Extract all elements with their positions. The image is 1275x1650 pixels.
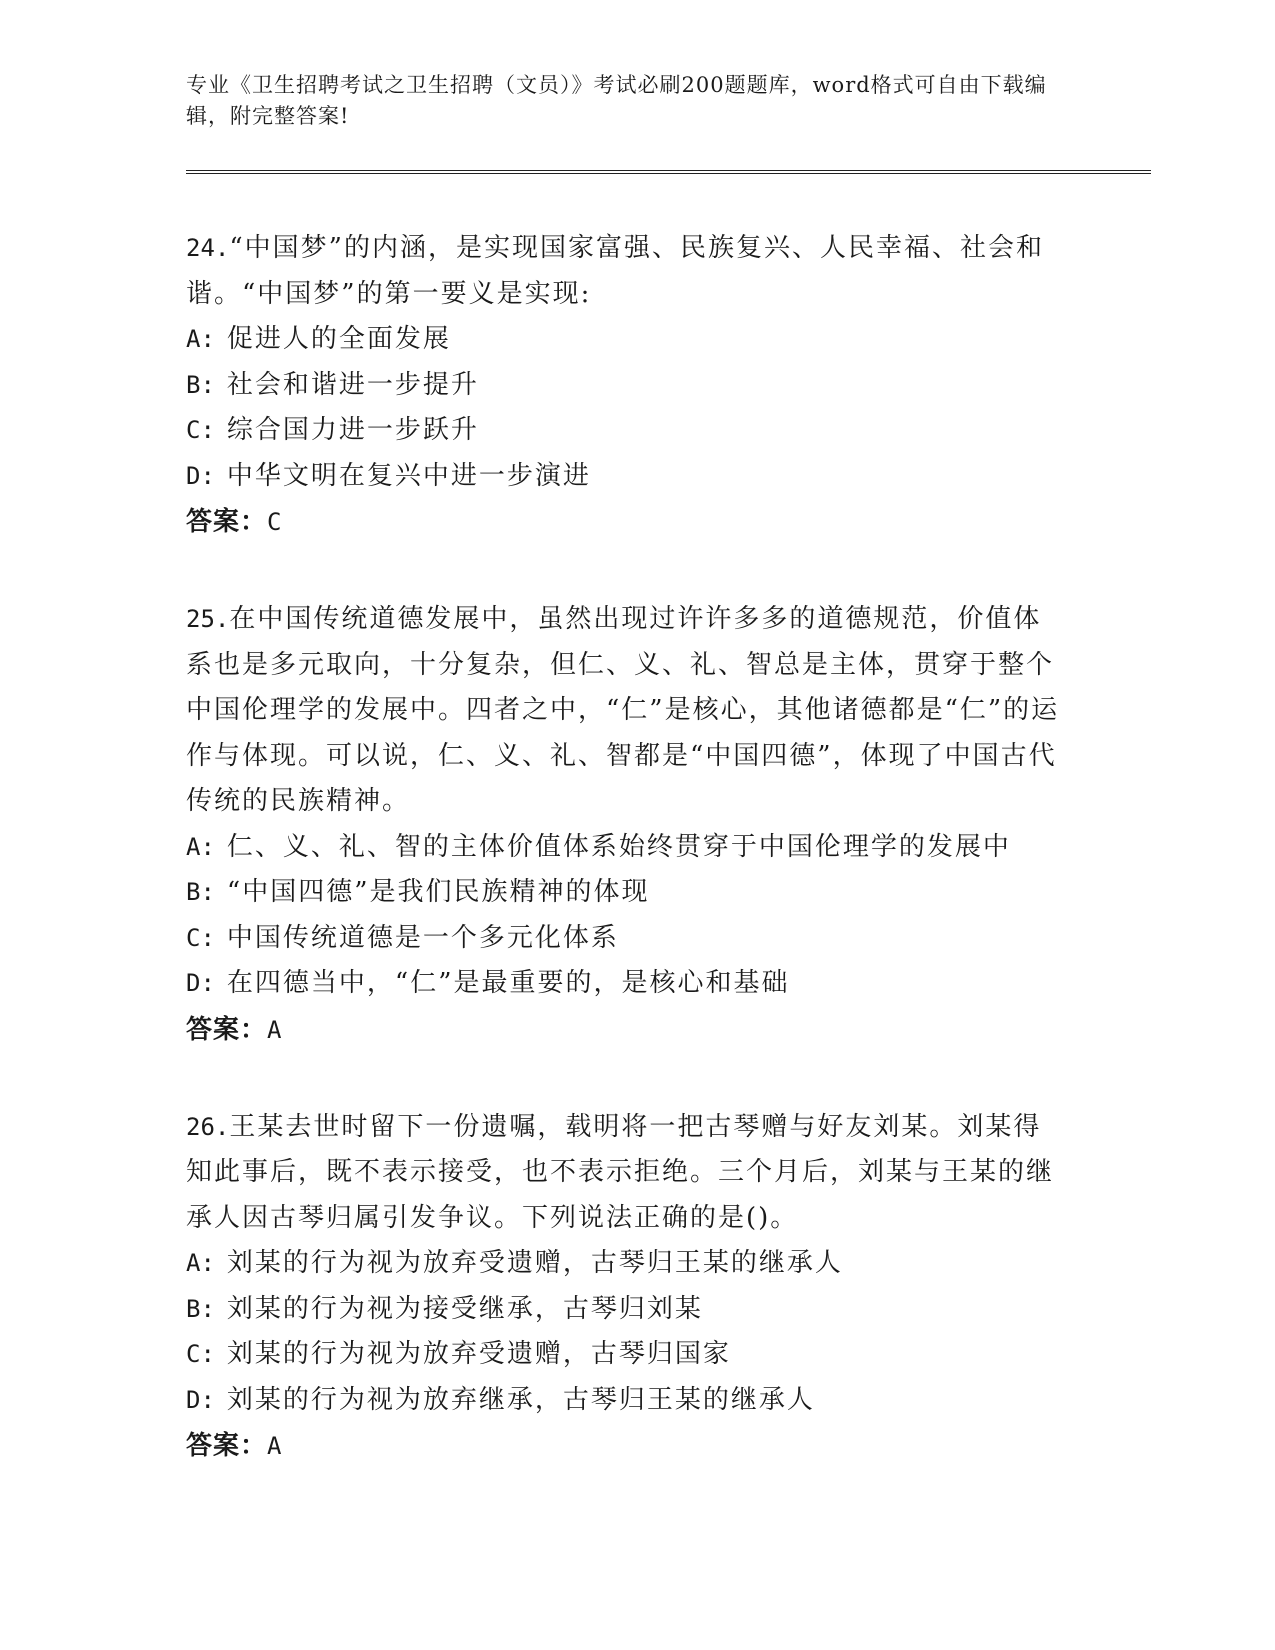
- option-c: [186, 916, 1066, 962]
- option-d: [186, 961, 1066, 1007]
- option-text: 仁、义、礼、智的主体价值体系始终贯穿于中国伦理学的发展中: [226, 831, 1011, 862]
- option-text: 刘某的行为视为放弃继承，古琴归王某的继承人: [226, 1384, 815, 1415]
- option-b: [186, 870, 1066, 916]
- answer-line: [186, 1423, 1066, 1469]
- option-text: 中国传统道德是一个多元化体系: [226, 922, 619, 953]
- document-page: [186, 70, 1151, 1469]
- option-text: 刘某的行为视为接受继承，古琴归刘某: [226, 1293, 703, 1324]
- option-text: 综合国力进一步跃升: [226, 415, 479, 445]
- question-25: [186, 597, 1066, 1053]
- question-stem: [186, 1105, 1066, 1242]
- option-key: C:: [186, 1340, 215, 1368]
- option-a: [186, 317, 1066, 363]
- option-key: D:: [186, 1385, 215, 1414]
- option-key: D:: [186, 969, 215, 997]
- option-key: D:: [186, 461, 215, 490]
- answer-value: C: [267, 508, 282, 536]
- option-text: 社会和谐进一步提升: [226, 369, 479, 400]
- option-text: “中国四德”是我们民族精神的体现: [226, 877, 650, 907]
- answer-line: [186, 499, 1066, 545]
- option-key: C:: [186, 923, 215, 952]
- answer-value: A: [267, 1432, 282, 1460]
- option-d: [186, 1378, 1066, 1424]
- question-26: [186, 1105, 1066, 1470]
- option-key: A:: [186, 832, 215, 861]
- option-text: 促进人的全面发展: [226, 324, 451, 354]
- answer-label: 答案：: [186, 1014, 268, 1045]
- answer-value: A: [267, 1015, 282, 1044]
- option-key: B:: [186, 370, 215, 399]
- answer-label: 答案：: [186, 1431, 268, 1461]
- option-text: 中华文明在复兴中进一步演进: [226, 460, 591, 491]
- answer-label: 答案：: [186, 507, 268, 537]
- option-key: A:: [186, 325, 215, 353]
- option-text: 在四德当中，“仁”是最重要的，是核心和基础: [226, 968, 790, 998]
- option-key: B:: [186, 1294, 215, 1323]
- question-text: “中国梦”的内涵，是实现国家富强、民族复兴、人民幸福、社会和谐。“中国梦”的第一要义是实现:: [186, 233, 1044, 309]
- question-text: 王某去世时留下一份遗嘱，载明将一把古琴赠与好友刘某。刘某得知此事后，既不表示接受，也不表示拒绝。三个月后，刘某与王某的继承人因古琴归属引发争议。下列说法正确的是()。: [186, 1111, 1055, 1233]
- option-c: [186, 408, 1066, 454]
- option-d: [186, 454, 1066, 500]
- option-text: 刘某的行为视为放弃受遗赠，古琴归王某的继承人: [226, 1248, 843, 1278]
- option-b: [186, 1287, 1066, 1333]
- answer-line: [186, 1007, 1066, 1053]
- question-number: 26.: [186, 1112, 230, 1141]
- option-a: [186, 1241, 1066, 1287]
- question-24: [186, 226, 1066, 545]
- option-key: C:: [186, 416, 215, 444]
- question-number: 25.: [186, 605, 230, 633]
- question-stem: [186, 597, 1066, 825]
- question-text: 在中国传统道德发展中，虽然出现过许许多多的道德规范，价值体系也是多元取向，十分复杂，但仁、义、礼、智总是主体，贯穿于整个中国伦理学的发展中。四者之中，“仁”是核心，其他诸德都是“仁”的运作与体现。可以说，仁、义、礼、智都是“中国四德”，体现了中国古代传统的民族精神。: [186, 604, 1060, 816]
- option-b: [186, 363, 1066, 409]
- question-number: 24.: [186, 234, 230, 262]
- question-stem: [186, 226, 1066, 317]
- option-a: [186, 825, 1066, 871]
- option-key: B:: [186, 878, 215, 906]
- option-text: 刘某的行为视为放弃受遗赠，古琴归国家: [226, 1339, 731, 1369]
- option-key: A:: [186, 1249, 215, 1277]
- header-divider: [186, 170, 1151, 174]
- document-header: 专业《卫生招聘考试之卫生招聘（文员）》考试必刷200题题库，word格式可自由下载编辑，附完整答案!: [186, 73, 1047, 128]
- option-c: [186, 1332, 1066, 1378]
